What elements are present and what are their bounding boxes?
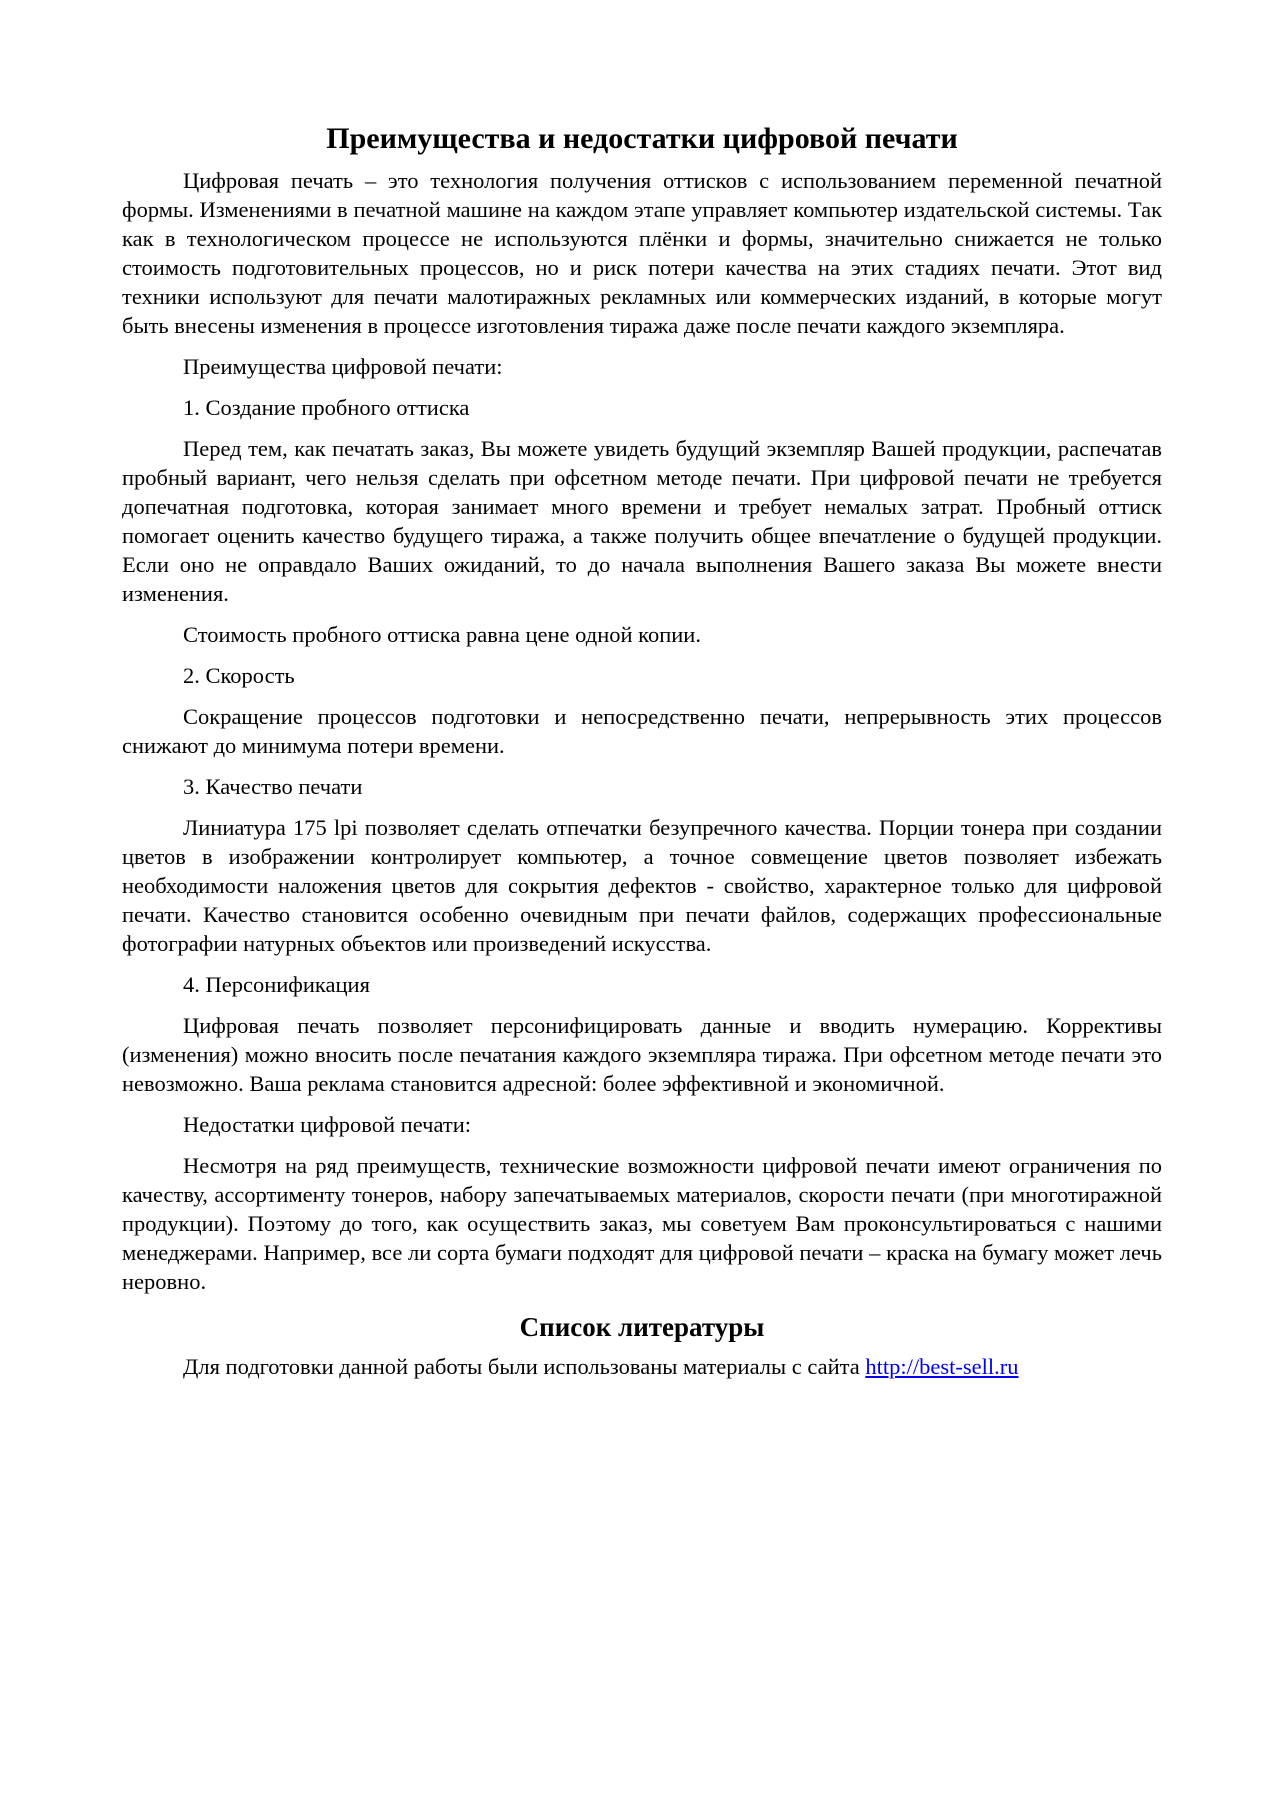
document-title: Преимущества и недостатки цифровой печати (326, 122, 958, 155)
paragraph-item-3-title: 3. Качество печати (183, 774, 363, 799)
document-page (122, 120, 1162, 1393)
paragraph-disadvantages-body: Несмотря на ряд преимуществ, технические возможности цифровой печати имеют ограничения по качеству, ассортименту тонеров, набору запечатываемых материалов, скорости печати (при многотиражной продукции). Поэтому до того, как осуществить заказ, мы советуем Вам проконсультироваться с нашими менеджерами. Например, все ли сорта бумаги подходят для цифровой печати – краска на бумагу может лечь неровно. (122, 1153, 1162, 1294)
paragraph-disadvantages-heading: Недостатки цифровой печати: (183, 1112, 471, 1137)
paragraph-advantages-heading: Преимущества цифровой печати: (183, 354, 503, 379)
paragraph-item-1-body: Перед тем, как печатать заказ, Вы можете увидеть будущий экземпляр Вашей продукции, распечатав пробный вариант, чего нельзя сделать при офсетном методе печати. При цифровой печати не требуется допечатная подготовка, которая занимает много времени и требует немалых затрат. Пробный оттиск помогает оценить качество будущего тиража, а также получить общее впечатление о будущей продукции. Если оно не оправдало Ваших ожиданий, то до начала выполнения Вашего заказа Вы можете внести изменения. (122, 436, 1162, 606)
references-paragraph (122, 1352, 1162, 1381)
paragraph-item-3-body: Линиатура 175 lpi позволяет сделать отпечатки безупречного качества. Порции тонера при создании цветов в изображении контролирует компьютер, а точное совмещение цветов позволяет избежать необходимости наложения цветов для сокрытия дефектов - свойство, характерное только для цифровой печати. Качество становится особенно очевидным при печати файлов, содержащих профессиональные фотографии натурных объектов или произведений искусства. (122, 815, 1162, 956)
paragraph-item-2-title: 2. Скорость (183, 663, 295, 688)
references-heading: Список литературы (519, 1312, 765, 1342)
paragraph-item-4-body: Цифровая печать позволяет персонифицировать данные и вводить нумерацию. Коррективы (изменения) можно вносить после печатания каждого экземпляра тиража. При офсетном методе печати это невозможно. Ваша реклама становится адресной: более эффективной и экономичной. (122, 1013, 1162, 1096)
paragraph-item-1-cost: Стоимость пробного оттиска равна цене одной копии. (183, 622, 701, 647)
paragraph-item-2-body: Сокращение процессов подготовки и непосредственно печати, непрерывность этих процессов снижают до минимума потери времени. (122, 704, 1162, 758)
references-link[interactable]: http://best-sell.ru (865, 1354, 1019, 1379)
references-text: Для подготовки данной работы были использованы материалы с сайта (183, 1354, 866, 1379)
paragraph-item-4-title: 4. Персонификация (183, 972, 370, 997)
paragraph-intro: Цифровая печать – это технология получения оттисков с использованием переменной печатной формы. Изменениями в печатной машине на каждом этапе управляет компьютер издательской системы. Так как в технологическом процессе не используются плёнки и формы, значительно снижается не только стоимость подготовительных процессов, но и риск потери качества на этих стадиях печати. Этот вид техники используют для печати малотиражных рекламных или коммерческих изданий, в которые могут быть внесены изменения в процессе изготовления тиража даже после печати каждого экземпляра. (122, 168, 1162, 338)
paragraph-item-1-title: 1. Создание пробного оттиска (183, 395, 470, 420)
